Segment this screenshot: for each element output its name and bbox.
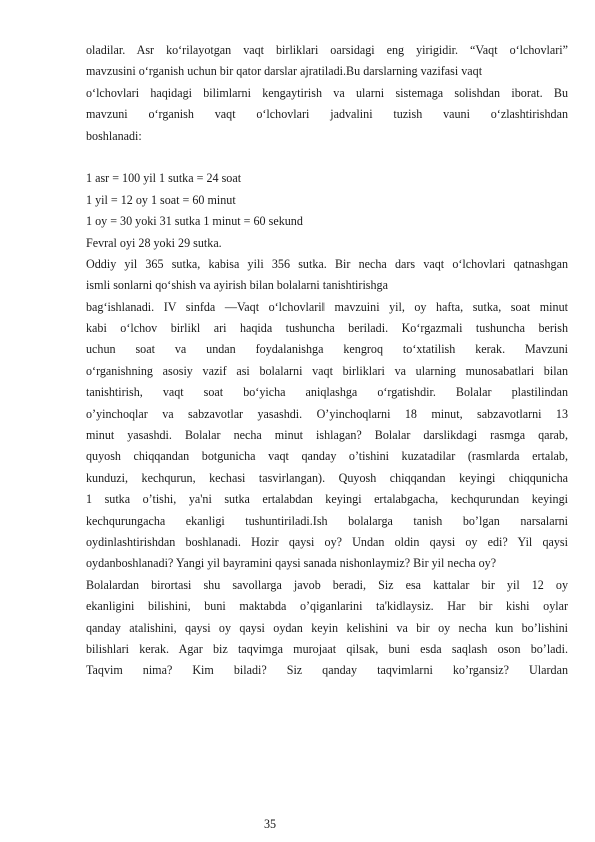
- text-line: quyosh chiqqandan botgunicha vaqt qanday o’tishini kuzatadilar (rasmlarda ertalab,: [86, 449, 568, 464]
- text-line: mavzuni o‘rganish vaqt o‘lchovlari jadvalini tuzish vauni o‘zlashtirishdan: [86, 107, 568, 122]
- text-line: Bolalardan birortasi shu savollarga javob beradi, Siz esa kattalar bir yil 12 oy: [86, 577, 568, 592]
- text-line: oydanboshlanadi? Yangi yil bayramini qaysi sanada nishonlaymiz? Bir yil necha oy?: [86, 556, 497, 571]
- text-line: bag‘ishlanadi. IV sinfda ―Vaqt o‘lchovlari‖ mavzuini yil, oy hafta, sutka, soat minut: [86, 299, 568, 314]
- blank-line: [86, 147, 568, 168]
- text-line: boshlanadi:: [86, 128, 142, 143]
- text-line: o‘lchovlari haqidagi bilimlarni kengaytirish va ularni sistemaga solishdan iborat. Bu: [86, 85, 568, 100]
- text-line: 1 oy = 30 yoki 31 sutka 1 minut = 60 sekund: [86, 214, 303, 229]
- page-number: 35: [263, 817, 277, 831]
- text-line: oladilar. Asr ko‘rilayotgan vaqt birliklari oarsidagi eng yirigidir. “Vaqt o‘lchovlari”: [86, 43, 568, 57]
- text-line: o’yinchoqlar va sabzavotlar yasashdi. O’yinchoqlarni 18 minut, sabzavotlarni 13: [86, 406, 568, 421]
- text-line: Oddiy yil 365 sutka, kabisa yili 356 sutka. Bir necha dars vaqt o‘lchovlari qatnashgan: [86, 256, 568, 271]
- text-line: Taqvim nima? Kim biladi? Siz qanday taqvimlarni ko’rgansiz? Ulardan: [86, 663, 568, 678]
- text-line: ismli sonlarni qo‘shish va ayirish bilan bolalarni tanishtirishga: [86, 278, 388, 293]
- text-line: qanday atalishini, qaysi oy qaysi oydan keyin kelishini va bir oy necha kun bo’lishini: [86, 620, 568, 635]
- text-line: mavzusini o‘rganish uchun bir qator darslar ajratiladi.Bu darslarning vazifasi vaqt: [86, 64, 483, 79]
- text-line: uchun soat va undan foydalanishga kengroq to‘xtatilish kerak. Mavzuni: [86, 342, 568, 357]
- text-line: kunduzi, kechqurun, kechasi tasvirlangan). Quyosh chiqqandan keyingi chiqqunicha: [86, 470, 568, 485]
- text-line: Fevral oyi 28 yoki 29 sutka.: [86, 235, 222, 250]
- text-line: 1 sutka o’tishi, ya'ni sutka ertalabdan keyingi ertalabgacha, kechqurundan keyingi: [86, 492, 568, 507]
- text-line: 1 asr = 100 yil 1 sutka = 24 soat: [86, 171, 242, 186]
- text-line: kabi o‘lchov birlikl ari haqida tushuncha beriladi. Ko‘rgazmali tushuncha berish: [86, 321, 568, 336]
- text-line: oydinlashtirishdan boshlanadi. Hozir qaysi oy? Undan oldin qaysi oy edi? Yil qaysi: [86, 534, 568, 549]
- text-line: bilishlari kerak. Agar biz taqvimga murojaat qilsak, buni esda saqlash oson bo’ladi.: [86, 641, 568, 656]
- text-line: ekanligini bilishini, buni maktabda o’qiganlarini ta'kidlaysiz. Har bir kishi oylar: [86, 599, 568, 614]
- text-line: kechqurungacha ekanligi tushuntiriladi.Ish bolalarga tanish bo’lgan narsalarni: [86, 513, 568, 528]
- document-body: [86, 40, 568, 682]
- text-line: minut yasashdi. Bolalar necha minut ishlagan? Bolalar darslikdagi rasmga qarab,: [86, 428, 568, 443]
- text-line: tanishtirish, vaqt soat bo‘yicha aniqlashga o‘rgatishdir. Bolalar plastilindan: [86, 385, 568, 400]
- text-line: o‘rganishning asosiy vazif asi bolalarni vaqt birliklari va ularning munosabatlari bilan: [86, 363, 568, 378]
- text-line: 1 yil = 12 oy 1 soat = 60 minut: [86, 192, 236, 207]
